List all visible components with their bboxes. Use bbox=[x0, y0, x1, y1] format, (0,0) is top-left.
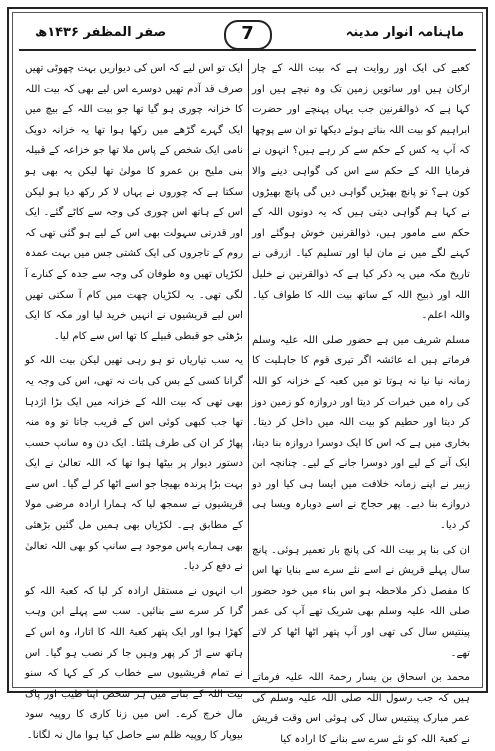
page-inner-border bbox=[12, 12, 483, 745]
paragraph: اب انہوں نے مستقل ارادہ کر لیا کہ کعبۃ اللہ کو گرا کر سرے سے بنائیں۔ سب سے پہلے ابن وہب کھڑا ہوا اور ایک پتھر کعبۃ اللہ کا اتارا، وہ اس کے ہاتھ سے اڑ کر پھر وہیں جا کر نصب ہو گیا۔ اس نے تمام قریشیوں سے خطاب کر کے کہا کہ سنو بیت اللہ کے بنانے میں ہر شخص اپنا طیب اور پاک مال خرچ کرے۔ اس میں زنا کاری کا روپیہ سود بیوپار کا روپیہ ظلم سے حاصل کیا ہوا مال نہ لگانا۔ bbox=[25, 585, 243, 741]
issue-date: صفر المظفر ۱۴۳۶ھ bbox=[35, 25, 167, 40]
magazine-page bbox=[7, 7, 488, 745]
paragraph: ایک تو اس لیے کہ اس کی دیواریں بہت چھوٹی تھیں صرف قد آدم تھیں دوسرے اس لیے بھی کہ بیت اللہ کا خزانہ چوری ہو گیا تھا جو بیت اللہ کے بیچ میں ایک گہرے گڑھے میں رکھا ہوا تھا یہ خزانہ دویک نامی ایک شخص کے پاس ملا تھا جو خزاعہ کے قبیلہ بنی ملیح بن عمرو کا مولیٰ تھا لیکن یہ بھی ہو سکتا ہے کہ چوروں نے یہاں لا کر رکھ دیا ہو لیکن اس کے ہاتھ اس چوری کی وجہ سے کاٹے گئے۔ ایک اور قدرتی سہولت بھی اس کے لیے ہو گئی تھی کہ روم کے تاجروں کی ایک کشتی جس میں بہت عمدہ لکڑیاں تھیں وہ طوفان کی وجہ سے جدہ کے کنارے آ لگی تھی۔ یہ لکڑیاں چھت میں کام آ سکتی تھیں اس لیے قریشیوں نے انہیں خرید لیا اور مکہ کا ایک بڑھئی جو قبطی قبیلے کا تھا اس سے کام لیا۔ bbox=[25, 63, 243, 342]
paragraph: ان کی بنا پر بیت اللہ کی پانچ بار تعمیر ہوئی۔ پانچ سال پہلے قریش نے اسے نئے سرے سے بنایا تھا اس کا مفصل ذکر ملاحظہ ہو اس بناء میں خود حضور صلی اللہ علیہ وسلم بھی شریک تھے آپ کی عمر پینتیس سال کی تھی اور آپ پتھر اٹھا اٹھا کر لاتے تھے۔ bbox=[252, 544, 470, 659]
page-header bbox=[19, 19, 476, 51]
paragraph: یہ سب تیاریاں تو ہو رہی تھیں لیکن بیت اللہ کو گرانا کسی کے بس کی بات نہ تھی، اس کی وجہ یہ بھی تھی کہ بیت اللہ کے خزانہ میں ایک بڑا اژدہا تھا جب کبھی کوئی اس کے قریب جاتا تو وہ منہ پھاڑ کر ان کی طرف پلٹتا۔ ایک دن وہ سانپ حسب دستور دیوار پر بیٹھا ہوا تھا کہ اللہ تعالیٰ نے ایک بہت بڑا پرندہ بھیجا جو اسے اٹھا کر لے گیا۔ اس سے قریشیوں نے سمجھ لیا کہ ہمارا ارادہ مرضی مولا کے مطابق ہے۔ لکڑیاں بھی ہمیں مل گئیں بڑھئی بھی ہمارے پاس موجود ہے سانپ کو بھی اللہ تعالیٰ نے دفع کر دیا۔ bbox=[25, 355, 243, 573]
left-column bbox=[25, 59, 243, 741]
magazine-title: ماہنامہ انوار مدینہ bbox=[345, 25, 464, 40]
column-divider bbox=[248, 59, 249, 679]
paragraph: مسلم شریف میں ہے حضور صلی اللہ علیہ وسلم فرماتے ہیں اے عائشہ اگر تیری قوم کا جاہلیت کا زمانہ نیا نیا نہ ہوتا تو میں کعبہ کے خزانہ کو اللہ کی راہ میں خیرات کر دیتا اور دروازہ کو زمین دوز کر دیتا اور حطیم کو بیت اللہ میں داخل کر دیتا۔ بخاری میں ہے کہ اس کا ایک دوسرا دروازہ بنا دیتا، ایک آنے کے لیے اور دوسرا جانے کے لیے۔ چنانچہ ابن زبیر نے اپنے زمانہ خلافت میں ایسا ہی کیا اور دو دروازے بنا دیے۔ پھر حجاج نے اسے دوبارہ ویسا ہی کر دیا۔ bbox=[252, 334, 470, 532]
page-number: 7 bbox=[224, 20, 272, 50]
right-column bbox=[252, 59, 470, 745]
paragraph: محمد بن اسحاق بن یسار رحمۃ اللہ علیہ فرماتے ہیں کہ جب رسول اللہ صلی اللہ علیہ وسلم کی عمر مبارک پینتیس سال کی ہوئی اس وقت قریش نے کعبۃ اللہ کو نئے سرے سے بنانے کا ارادہ کیا bbox=[252, 672, 470, 745]
paragraph: کعبے کی ایک اور روایت ہے کہ بیت اللہ کے چار ارکان ہیں اور ساتویں زمین تک وہ نیچے ہیں اور کہا ہے کہ ذوالقرنین جب یہاں پہنچے اور حضرت ابراہیم کو بیت اللہ بناتے ہوئے دیکھا تو ان سے پوچھا کہ آپ یہ کس کے حکم سے کر رہے ہیں؟ انہوں نے فرمایا اللہ کے حکم سے اس کی گواہی دینے والا کون ہے؟ تو پانچ بھیڑیں گواہی دیں گی پانچ بھیڑوں نے کہا ہم گواہی دیتی ہیں کہ یہ دونوں اللہ کے حکم سے مامور ہیں، ذوالقرنین خوش ہوگئے اور کہنے لگے میں نے مان لیا اور تسلیم کیا۔ ازرقی نے تاریخ مکہ میں یہ ذکر کیا ہے کہ ذوالقرنین نے خلیل اللہ اور ذبیح اللہ کے ساتھ بیت اللہ کا طواف کیا۔ واللہ اعلم۔ bbox=[252, 63, 470, 322]
